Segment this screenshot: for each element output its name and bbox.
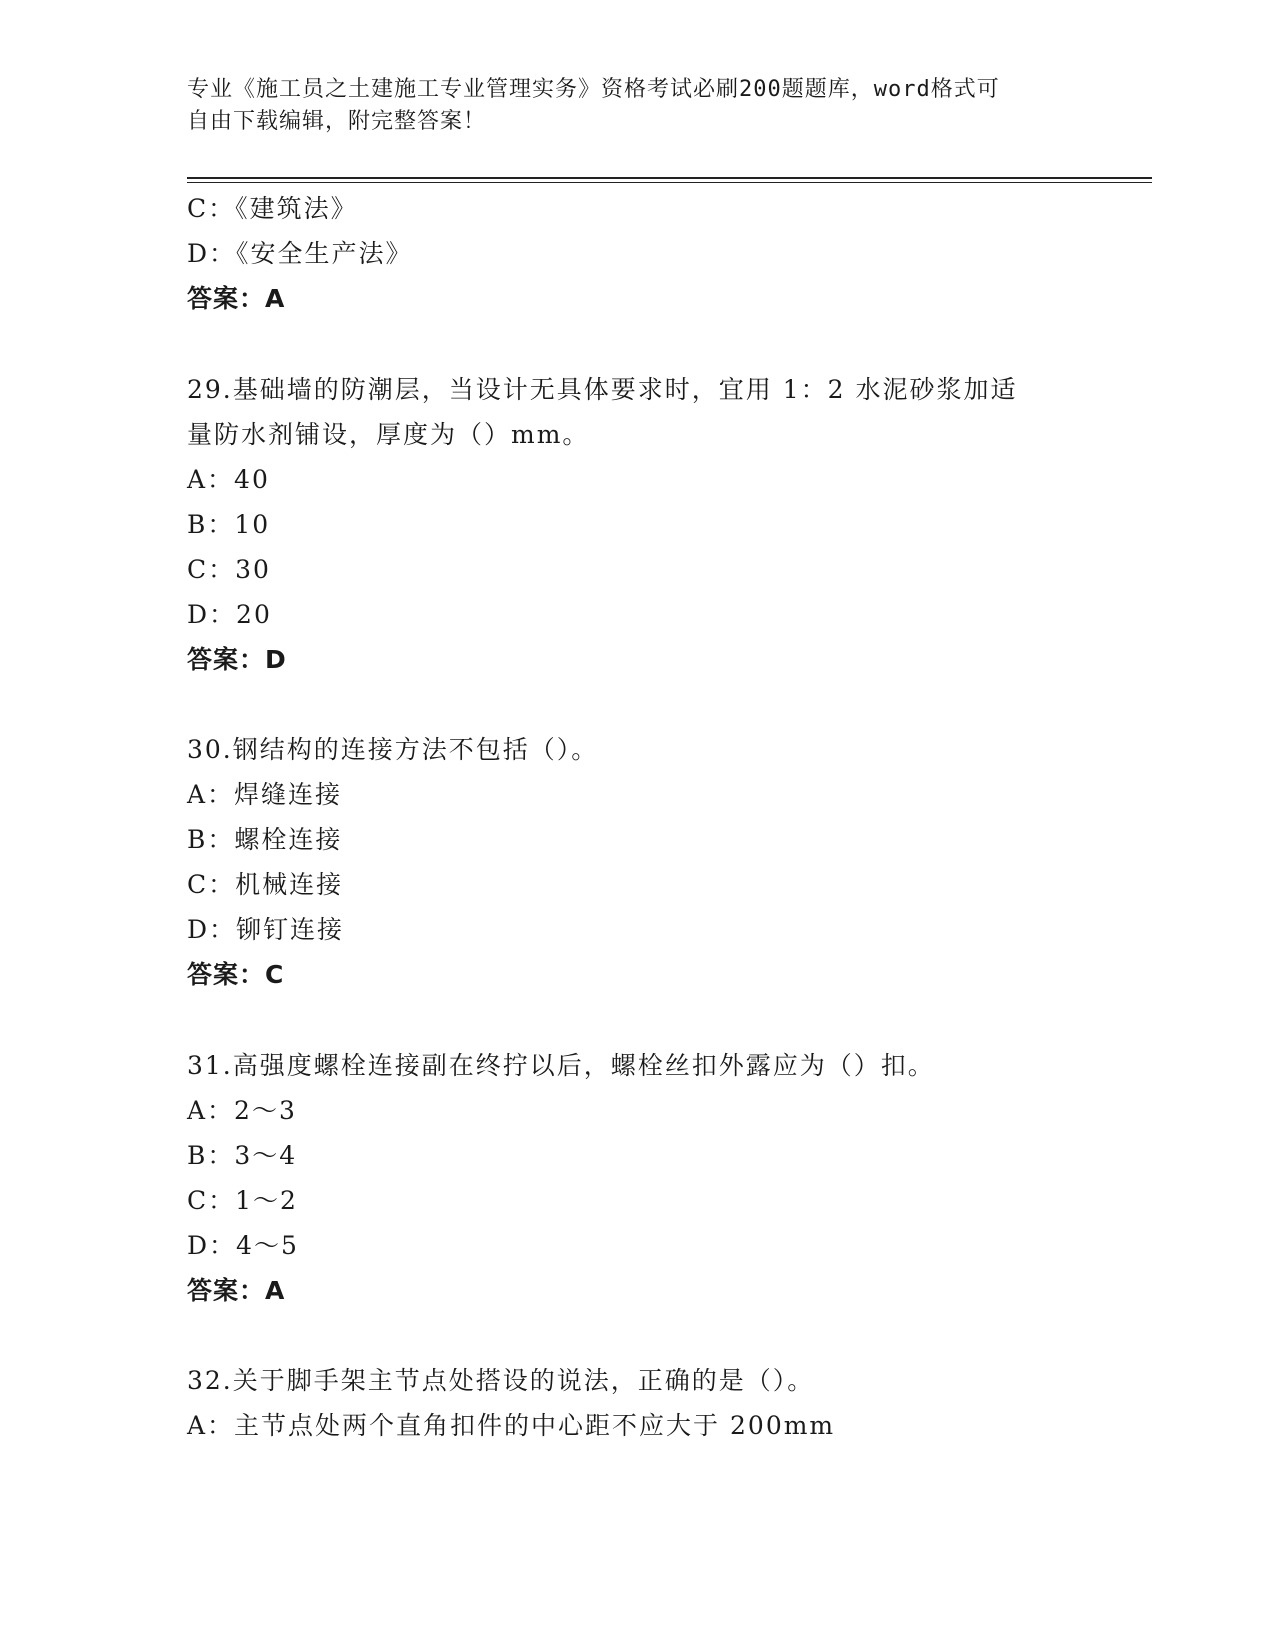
q30-answer: 答案：C <box>187 960 285 989</box>
q30-option-c: C：机械连接 <box>187 870 344 899</box>
q30-option-a: A：焊缝连接 <box>187 780 343 809</box>
q29-stem-line-2: 量防水剂铺设，厚度为（）mm。 <box>187 420 590 449</box>
prev-option-c: C：《建筑法》 <box>187 194 358 223</box>
q30-option-b: B：螺栓连接 <box>187 825 343 854</box>
q30-stem: 30.钢结构的连接方法不包括（）。 <box>187 735 599 764</box>
q29-option-a: A：40 <box>187 465 270 494</box>
q31-option-a: A：2～3 <box>187 1096 297 1125</box>
header-divider-thin <box>187 182 1152 183</box>
q29-option-b: B：10 <box>187 510 271 539</box>
q31-option-c: C：1～2 <box>187 1186 298 1215</box>
q32-stem: 32.关于脚手架主节点处搭设的说法，正确的是（）。 <box>187 1366 815 1395</box>
q29-answer: 答案：D <box>187 645 287 674</box>
header-line-2: 自由下载编辑，附完整答案！ <box>187 109 487 134</box>
header-line-1: 专业《施工员之土建施工专业管理实务》资格考试必刷200题题库，word格式可 <box>187 77 1000 102</box>
q29-option-c: C：30 <box>187 555 271 584</box>
q31-option-b: B：3～4 <box>187 1141 298 1170</box>
q32-option-a: A：主节点处两个直角扣件的中心距不应大于 200mm <box>187 1411 836 1440</box>
prev-option-d: D：《安全生产法》 <box>187 239 413 268</box>
document-header <box>187 74 1067 138</box>
q29-stem-line-1: 29.基础墙的防潮层，当设计无具体要求时，宜用 1：2 水泥砂浆加适 <box>187 375 1018 404</box>
header-divider-thick <box>187 177 1152 179</box>
q31-option-d: D：4～5 <box>187 1231 299 1260</box>
q31-stem: 31.高强度螺栓连接副在终拧以后，螺栓丝扣外露应为（）扣。 <box>187 1051 935 1080</box>
q31-answer: 答案：A <box>187 1276 286 1305</box>
prev-answer: 答案：A <box>187 284 286 313</box>
q30-option-d: D：铆钉连接 <box>187 915 345 944</box>
q29-option-d: D：20 <box>187 600 272 629</box>
